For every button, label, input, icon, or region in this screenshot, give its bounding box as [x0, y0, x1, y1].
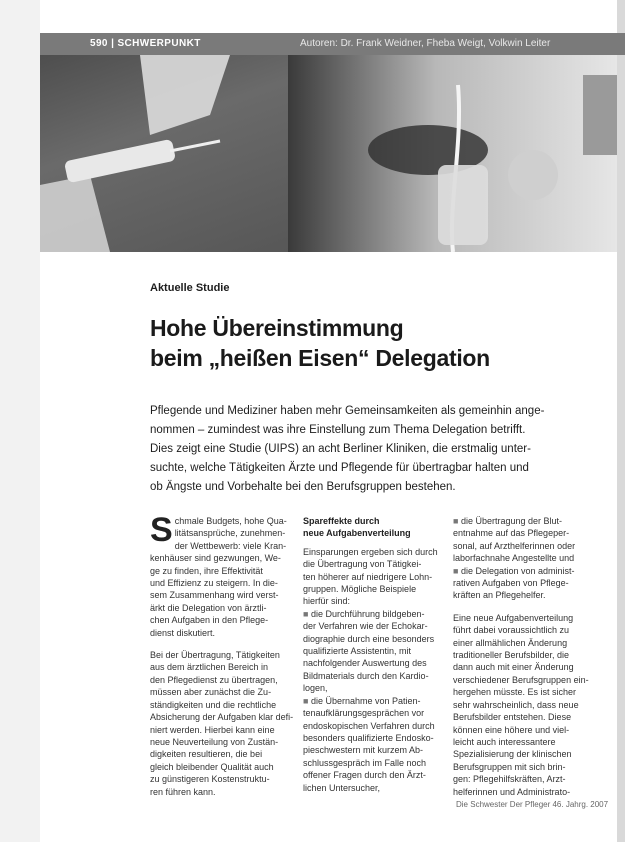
text-line: müssen aber zunächst die Zu-	[150, 687, 272, 698]
page-left-margin	[0, 0, 40, 842]
text-line: nachfolgender Auswertung des	[303, 658, 427, 669]
lead-paragraph	[150, 402, 600, 497]
text-line: diographie durch eine besonders	[303, 633, 435, 644]
text-line: dann auch mit einer Änderung	[453, 662, 574, 673]
text-line: können eine höhere und viel-	[453, 724, 570, 735]
text-line: entnahme auf das Pflegeper-	[453, 528, 570, 539]
text-line: Eine neue Aufgabenverteilung	[453, 612, 574, 623]
square-bullet-icon: ■	[453, 516, 461, 526]
text-line: schlussgespräch im Falle noch	[303, 757, 427, 768]
lead-line: suchte, welche Tätigkeiten Ärzte und Pflegende für übertragbar halten und	[150, 462, 529, 474]
drop-cap: S	[150, 511, 173, 549]
text-line: traditioneller Berufsbilder, die	[453, 650, 570, 661]
text-line: führt dabei voraussichtlich zu	[453, 625, 570, 636]
text-line: aus dem ärztlichen Bereich in	[150, 662, 269, 673]
text-line: sem Zusammenhang wird verst-	[150, 590, 279, 601]
kicker: Aktuelle Studie	[150, 282, 230, 294]
square-bullet-icon: ■	[453, 565, 461, 576]
text-line: Berufsgruppen mit sich brin-	[453, 761, 566, 772]
text-line: neue Neuverteilung von Zustän-	[150, 736, 279, 747]
text-line: hierfür sind:	[303, 596, 351, 607]
text-line: einer allmählichen Änderung	[453, 637, 568, 648]
text-line: besonders qualifizierte Endosko-	[303, 732, 434, 743]
lead-line: nommen – zumindest was ihre Einstellung zum Thema Delegation betrifft.	[150, 424, 526, 436]
text-line: verschiedener Berufsgruppen ein-	[453, 674, 589, 685]
footer-citation: Die Schwester Der Pfleger 46. Jahrg. 2007	[456, 800, 609, 809]
text-line: ren führen kann.	[150, 786, 216, 797]
author-line: Autoren: Dr. Frank Weidner, Fheba Weigt, Volkwin Leiter	[300, 38, 551, 49]
text-line: digkeiten resultieren, die bei	[150, 749, 263, 760]
text-line: zu günstigeren Kostenstruktu-	[150, 774, 270, 785]
photo-syringe	[40, 55, 288, 252]
text-line: helferinnen und Administrato-	[453, 786, 571, 797]
text-line: ge zu finden, ihre Effektivität	[150, 565, 263, 576]
square-bullet-icon: ■	[303, 695, 311, 706]
text-line: ten höherer auf niedrigere Lohn-	[303, 571, 433, 582]
text-line: sehr wahrscheinlich, dass neue	[453, 699, 579, 710]
square-bullet-icon: ■	[303, 608, 311, 619]
body-column-1	[150, 511, 294, 798]
text-line: Bildmaterials durch den Kardio-	[303, 670, 429, 681]
text-line: ärkt die Delegation von ärztli-	[150, 602, 267, 613]
lead-line: Dies zeigt eine Studie (UIPS) an acht Berliner Kliniken, die erstmalig unter-	[150, 443, 531, 455]
text-line: Spezialisierung der klinischen	[453, 749, 572, 760]
text-line: die Übernahme von Patien-	[310, 695, 421, 706]
headline	[150, 313, 600, 373]
patient-illustration	[288, 55, 617, 252]
text-line: hergehen müsste. Es ist sicher	[453, 687, 577, 698]
text-line: logen,	[303, 683, 328, 694]
text-line: der Wettbewerb: viele Kran-	[174, 540, 287, 551]
text-line: pieschwestern mit kurzem Ab-	[303, 745, 424, 756]
text-line: die Übertragung von Tätigkei-	[303, 559, 422, 570]
page-right-edge	[617, 0, 625, 842]
text-line: tenaufklärungsgesprächen vor	[303, 708, 425, 719]
section-label: 590 | SCHWERPUNKT	[90, 38, 201, 49]
headline-line: beim „heißen Eisen“ Delegation	[150, 345, 490, 371]
text-line: die Delegation von administ-	[460, 565, 575, 576]
text-line: gleich bleibender Qualität auch	[150, 761, 274, 772]
text-line: offener Fragen durch den Ärzt-	[303, 770, 426, 781]
text-line: Einsparungen ergeben sich durch	[303, 546, 438, 557]
text-line: ständigkeiten und die rechtliche	[150, 699, 277, 710]
text-line: niert werden. Hierbei kann eine	[150, 724, 275, 735]
text-line: die Durchführung bildgeben-	[310, 608, 425, 619]
text-line: rativen Aufgaben von Pflege-	[453, 578, 569, 589]
text-line: die Übertragung der Blut-	[460, 516, 562, 526]
syringe-illustration	[40, 55, 288, 252]
text-line: kenhäuser sind gezwungen, We-	[150, 553, 281, 564]
text-line: Absicherung der Aufgaben klar defi-	[150, 712, 294, 723]
text-line: lichen Untersucher,	[303, 782, 381, 793]
text-line: gruppen. Mögliche Beispiele	[303, 584, 417, 595]
text-line: qualifizierte Assistentin, mit	[303, 646, 412, 657]
text-line: dienst diskutiert.	[150, 627, 216, 638]
body-column-3	[453, 515, 598, 798]
text-line: sonal, auf Arzthelferinnen oder	[453, 540, 576, 551]
text-line: Berufsbilder entstehen. Diese	[453, 712, 572, 723]
subheading: neue Aufgabenverteilung	[303, 528, 411, 539]
text-line: chmale Budgets, hohe Qua-	[174, 516, 287, 526]
text-line: kräften an Pflegehelfer.	[453, 590, 546, 601]
text-line: den Pflegedienst zu übertragen,	[150, 674, 278, 685]
subheading: Spareffekte durch	[303, 516, 380, 526]
lead-line: ob Ängste und Vorbehalte bei den Berufsgruppen bestehen.	[150, 481, 456, 493]
text-line: chen Aufgaben in den Pflege-	[150, 615, 269, 626]
text-line: endoskopischen Verfahren durch	[303, 720, 435, 731]
header-bar	[40, 33, 625, 55]
text-line: leicht auch interessantere	[453, 736, 556, 747]
text-line: der Verfahren wie der Echokar-	[303, 621, 428, 632]
text-line: Bei der Übertragung, Tätigkeiten	[150, 650, 280, 661]
body-column-2	[303, 515, 443, 794]
text-line: gen: Pflegehilfskräften, Arzt-	[453, 774, 566, 785]
text-line: litätsansprüche, zunehmen-	[174, 528, 286, 539]
lead-line: Pflegende und Mediziner haben mehr Gemeinsamkeiten als gemeinhin ange-	[150, 405, 545, 417]
headline-line: Hohe Übereinstimmung	[150, 315, 404, 341]
photo-patient-iv	[288, 55, 617, 252]
text-line: laborfachnahe Angestellte und	[453, 553, 575, 564]
text-line: und Effizienz zu steigern. In die-	[150, 578, 278, 589]
